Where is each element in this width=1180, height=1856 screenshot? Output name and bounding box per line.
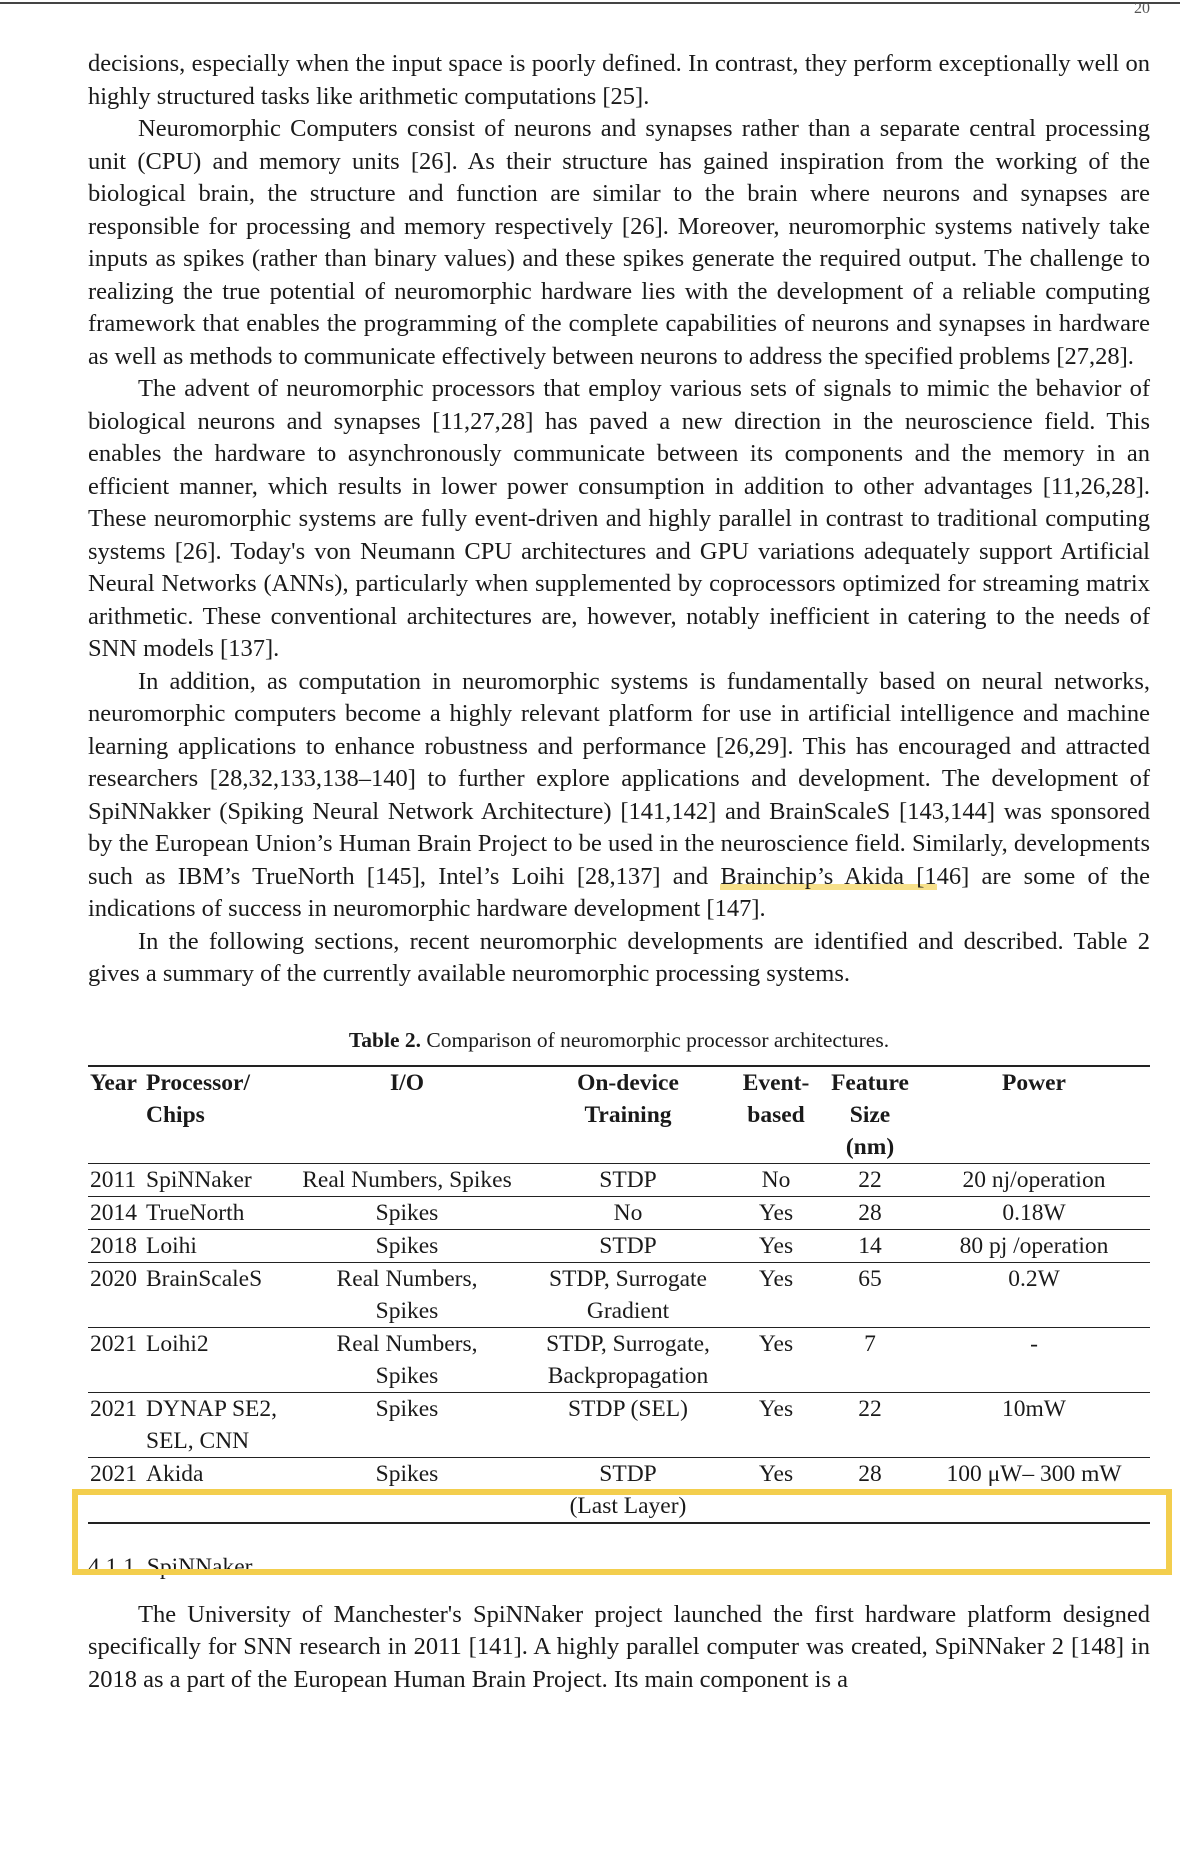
cell-io: Spikes — [288, 1229, 526, 1262]
cell-training: STDP — [526, 1229, 730, 1262]
cell-power: 100 μW– 300 mW — [918, 1457, 1150, 1523]
header-event-based: Event- based — [730, 1066, 822, 1164]
cell-power: 0.2W — [918, 1262, 1150, 1327]
table-caption-label: Table 2. — [348, 1027, 421, 1052]
cell-feature: 7 — [822, 1327, 918, 1392]
cell-processor: Loihi — [144, 1229, 288, 1262]
table-caption — [88, 1025, 1150, 1055]
table-row — [88, 1457, 1150, 1523]
cell-processor: TrueNorth — [144, 1196, 288, 1229]
cell-training: No — [526, 1196, 730, 1229]
cell-year: 2021 — [88, 1327, 144, 1392]
cell-training: STDP (Last Layer) — [526, 1457, 730, 1523]
cell-year: 2011 — [88, 1163, 144, 1196]
cell-event: Yes — [730, 1229, 822, 1262]
header-training: On-device Training — [526, 1066, 730, 1164]
cell-processor: SpiNNaker — [144, 1163, 288, 1196]
cell-year: 2018 — [88, 1229, 144, 1262]
section-heading: 4.1.1. SpiNNaker — [88, 1553, 253, 1580]
cell-year: 2020 — [88, 1262, 144, 1327]
header-power: Power — [918, 1066, 1150, 1164]
table-body — [88, 1163, 1150, 1523]
cell-io: Real Numbers, Spikes — [288, 1262, 526, 1327]
cell-feature: 22 — [822, 1392, 918, 1457]
cell-training: STDP (SEL) — [526, 1392, 730, 1457]
table-row — [88, 1262, 1150, 1327]
body-paragraphs — [88, 48, 1150, 666]
cell-event: Yes — [730, 1457, 822, 1523]
cell-power: 10mW — [918, 1392, 1150, 1457]
cell-year: 2021 — [88, 1392, 144, 1457]
cell-io: Real Numbers, Spikes — [288, 1327, 526, 1392]
cell-power: - — [918, 1327, 1150, 1392]
table-header-row — [88, 1066, 1150, 1164]
table-row — [88, 1327, 1150, 1392]
highlighted-text: Brainchip’s Akida [1 — [720, 862, 937, 890]
page-content — [88, 48, 1150, 1696]
table-row — [88, 1229, 1150, 1262]
comparison-table — [88, 1065, 1150, 1524]
cell-year: 2021 — [88, 1457, 144, 1523]
paragraph: Neuromorphic Computers consist of neurons and synapses rather than a separate central processing unit (CPU) and memory units [26]. As their structure has gained inspiration from the working of the biological brain, the structure and function are similar to the brain where neurons and synapses are responsible for processing and memory respectively [26]. Moreover, neuromorphic systems natively take inputs as spikes (rather than binary values) and these spikes generate the required output. The challenge to realizing the true potential of neuromorphic hardware lies with the development of a reliable computing framework that enables the programming of the complete capabilities of neurons and synapses in hardware as well as methods to communicate effectively between neurons to address the specified problems [27,28]. — [88, 115, 1150, 370]
table-row — [88, 1392, 1150, 1457]
header-io: I/O — [288, 1066, 526, 1164]
cell-processor: Loihi2 — [144, 1327, 288, 1392]
paragraph: decisions, especially when the input space is poorly defined. In contrast, they perform exceptionally well on highly structured tasks like arithmetic computations [25]. — [88, 50, 1150, 110]
cell-feature: 22 — [822, 1163, 918, 1196]
header-processor: Processor/ Chips — [144, 1066, 288, 1164]
cell-processor: BrainScaleS — [144, 1262, 288, 1327]
cell-training: STDP — [526, 1163, 730, 1196]
cell-processor: Akida — [144, 1457, 288, 1523]
cell-event: Yes — [730, 1196, 822, 1229]
cell-power: 0.18W — [918, 1196, 1150, 1229]
cell-power: 80 pj /operation — [918, 1229, 1150, 1262]
header-year: Year — [88, 1066, 144, 1164]
cell-io: Spikes — [288, 1457, 526, 1523]
cell-io: Real Numbers, Spikes — [288, 1163, 526, 1196]
cell-processor: DYNAP SE2, SEL, CNN — [144, 1392, 288, 1457]
cell-training: STDP, Surrogate, Backpropagation — [526, 1327, 730, 1392]
cell-feature: 65 — [822, 1262, 918, 1327]
header-feature-size: Feature Size (nm) — [822, 1066, 918, 1164]
cell-feature: 14 — [822, 1229, 918, 1262]
cell-feature: 28 — [822, 1457, 918, 1523]
cell-event: Yes — [730, 1392, 822, 1457]
paragraph-neuromorphic-platforms: In addition, as computation in neuromorphic systems is fundamentally based on neural networks, neuromorphic computers become a highly relevant platform for use in artificial intelligence and machine learning applications to enhance robustness and performance [26,29]. This has encouraged and attracted researchers [28,32,133,138–140] to further explore applications and development. The development of SpiNNakker (Spiking Neural Network Architecture) [141,142] and BrainScaleS [143,144] was sponsored by the European Union’s Human Brain Project to be used in the neuroscience field. Similarly, developments such as IBM’s TrueNorth [145], Intel’s Loihi [28,137] and Brainchip’s Akida [146] are some of the indications of success in neuromorphic hardware development [147]. — [88, 667, 1151, 922]
cell-feature: 28 — [822, 1196, 918, 1229]
cell-event: Yes — [730, 1262, 822, 1327]
cell-event: Yes — [730, 1327, 822, 1392]
table-row — [88, 1163, 1150, 1196]
page-number: 20 — [1134, 0, 1150, 17]
top-rule — [0, 2, 1180, 4]
cell-io: Spikes — [288, 1196, 526, 1229]
table-row — [88, 1196, 1150, 1229]
cell-io: Spikes — [288, 1392, 526, 1457]
table-caption-text: Comparison of neuromorphic processor architectures. — [421, 1027, 890, 1052]
section-paragraph: The University of Manchester's SpiNNaker project launched the first hardware platform designed specifically for SNN research in 2011 [141]. A highly parallel computer was created, SpiNNaker 2 [148] in 2018 as a part of the European Human Brain Project. Its main component is a — [88, 1600, 1150, 1693]
cell-event: No — [730, 1163, 822, 1196]
cell-year: 2014 — [88, 1196, 144, 1229]
paragraph: The advent of neuromorphic processors that employ various sets of signals to mimic the behavior of biological neurons and synapses [11,27,28] has paved a new direction in the neuroscience field. This enables the hardware to asynchronously communicate between its components and the memory in an efficient manner, which results in lower power consumption in addition to other advantages [11,26,28]. These neuromorphic systems are fully event-driven and highly parallel in contrast to traditional computing systems [26]. Today's von Neumann CPU architectures and GPU variations adequately support Artificial Neural Networks (ANNs), particularly when supplemented by coprocessors optimized for streaming matrix arithmetic. These conventional architectures are, however, notably inefficient in catering to the needs of SNN models [137]. — [88, 375, 1150, 662]
cell-power: 20 nj/operation — [918, 1163, 1150, 1196]
paragraph-table-intro: In the following sections, recent neuromorphic developments are identified and described. Table 2 gives a summary of the currently available neuromorphic processing systems. — [88, 927, 1150, 987]
cell-training: STDP, Surrogate Gradient — [526, 1262, 730, 1327]
